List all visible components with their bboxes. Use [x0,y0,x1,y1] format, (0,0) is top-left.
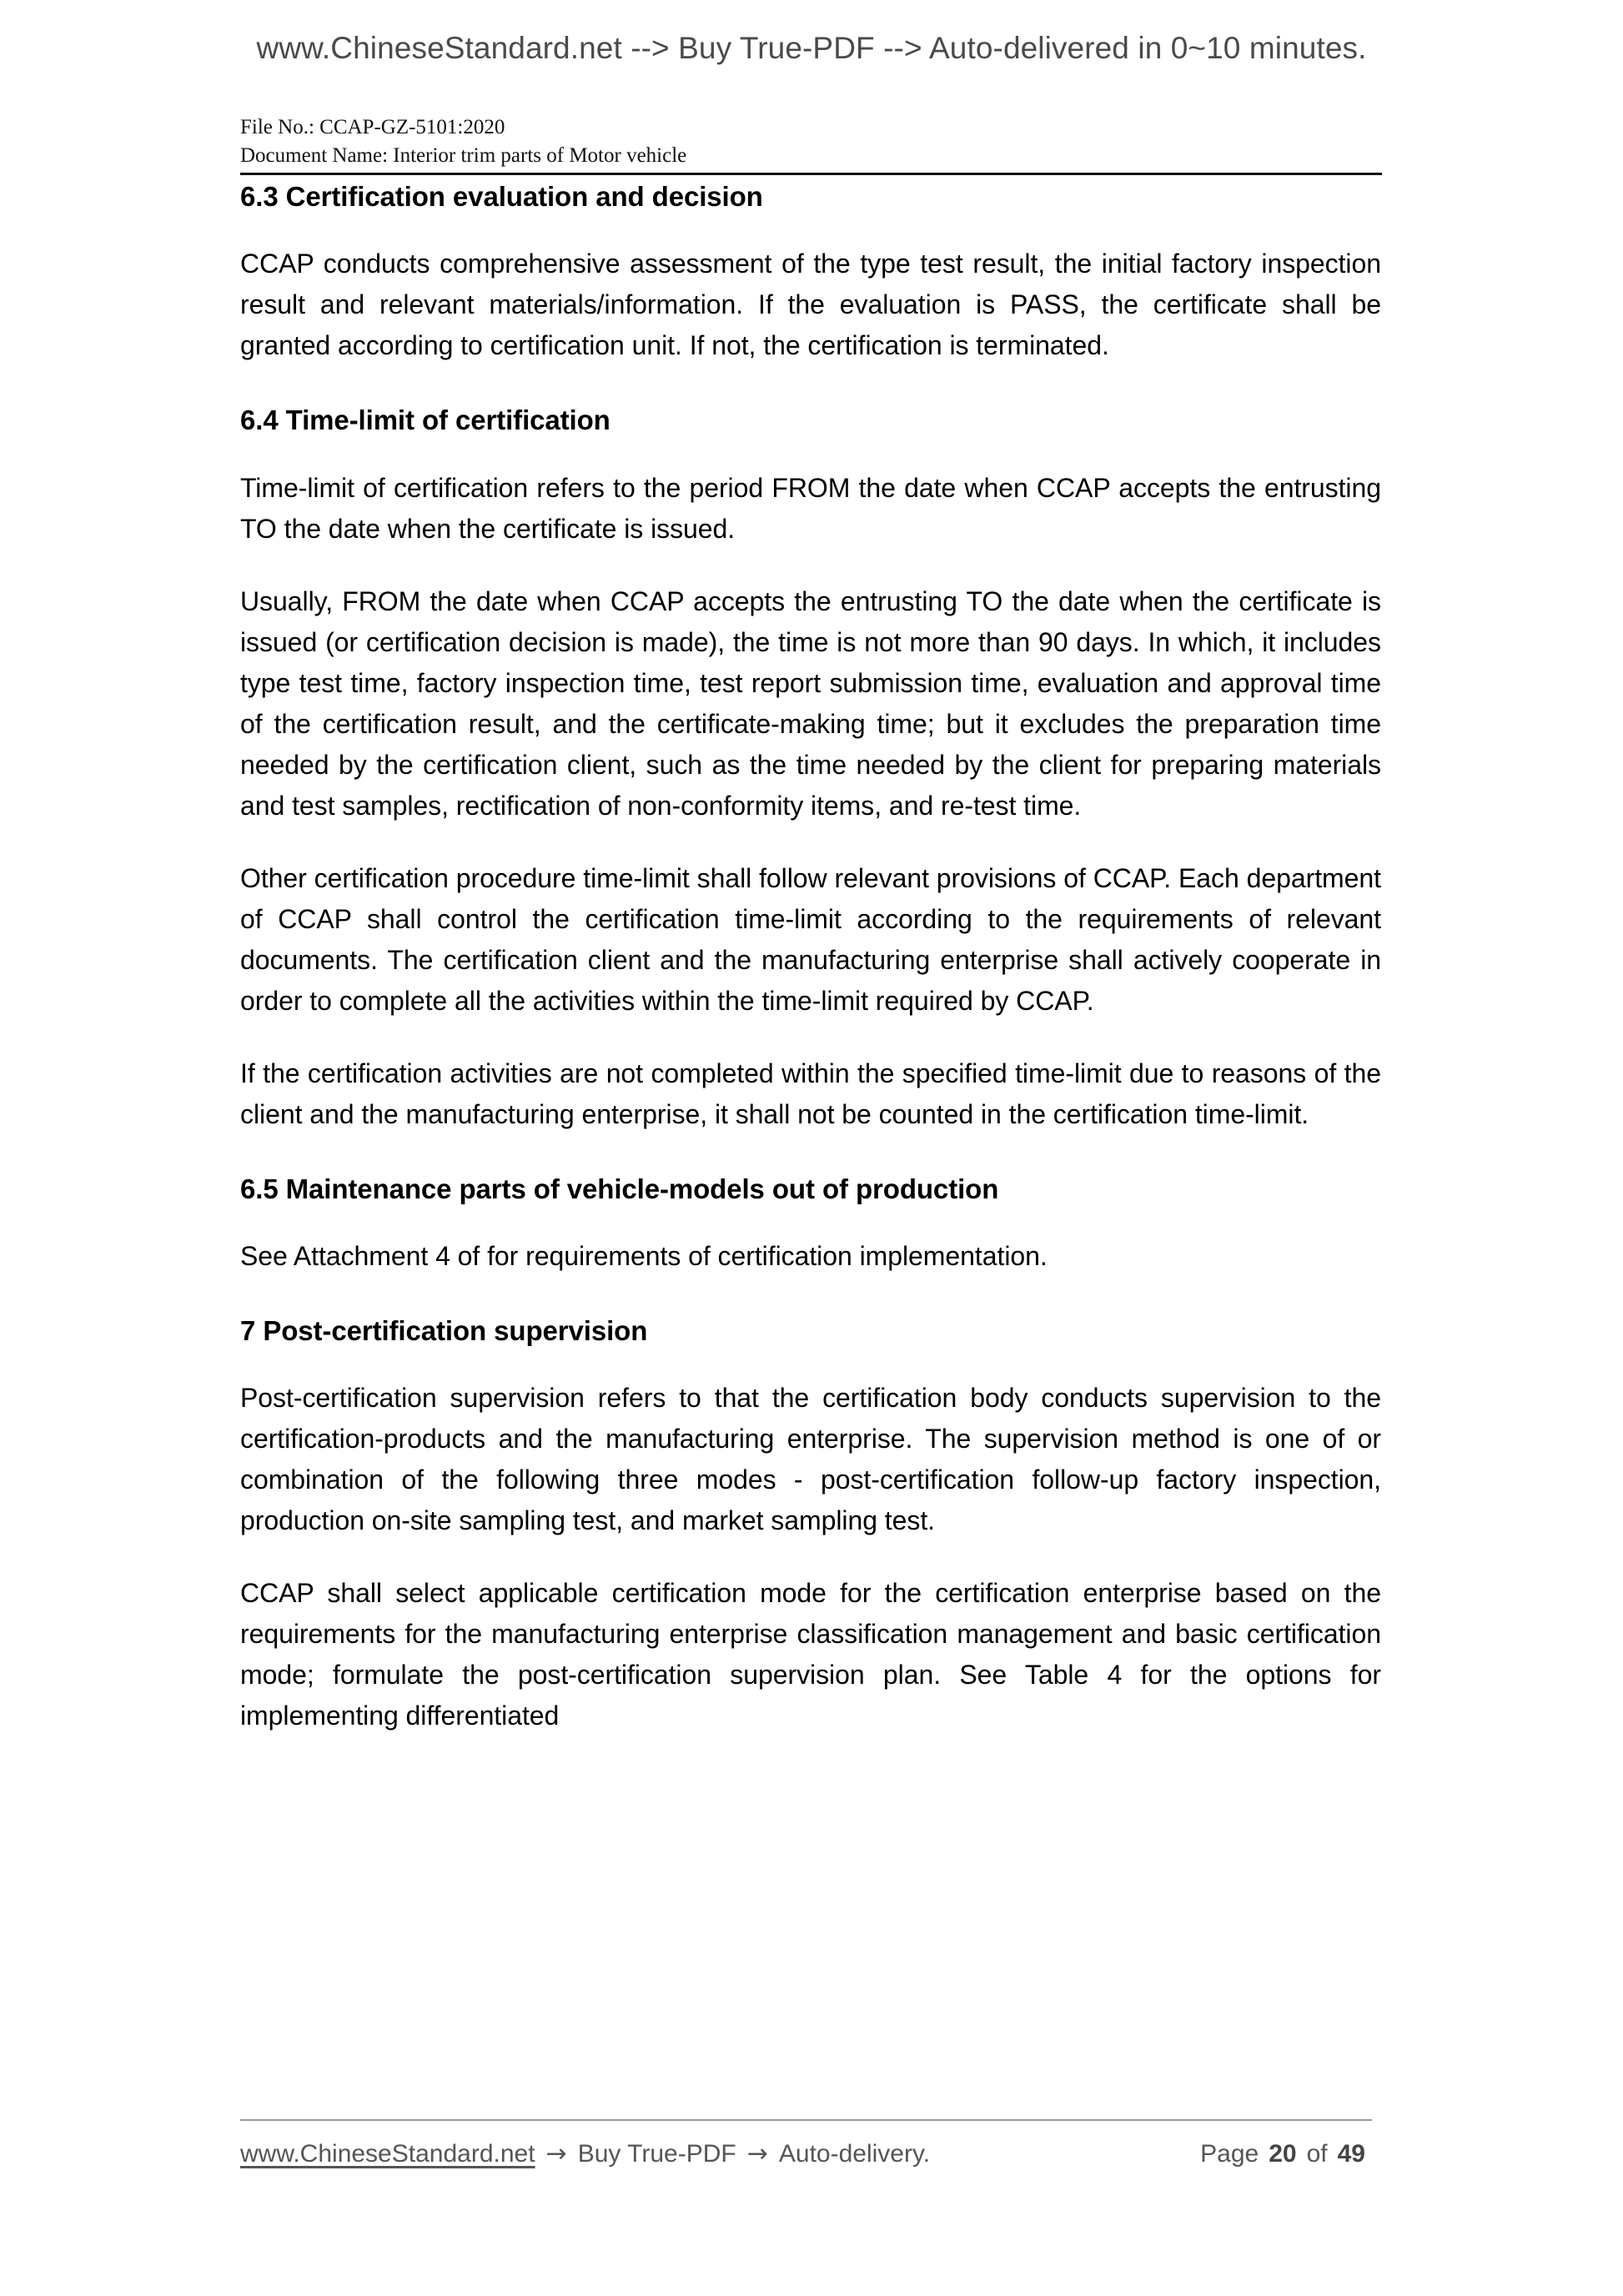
spacer [240,214,1381,244]
document-meta-header [240,113,1382,175]
spacer [240,1541,1381,1573]
spacer [240,1135,1381,1172]
spacer [240,826,1381,858]
current-page-number: 20 [1269,2140,1297,2168]
promo-banner: www.ChineseStandard.net --> Buy True-PDF --> Auto-delivered in 0~10 minutes. [256,31,1367,65]
paragraph-6-4-2: Usually, FROM the date when CCAP accepts the entrusting TO the date when the certificate is issued (or certification decision is made), the time is not more than 90 days. In which, it includes type test time, factory inspection time, test report submission time, evaluation and approval time of the certification result, and the certificate-making time; but it excludes the preparation time needed by the certification client, such as the time needed by the client for preparing materials and test samples, rectification of non-conformity items, and re-test time. [240,585,1381,821]
spacer [240,1022,1381,1053]
footer-promo-group [240,2139,930,2168]
page-label: Page [1200,2140,1259,2168]
page-footer [240,2119,1372,2168]
of-label: of [1306,2140,1328,2168]
arrow-right-icon: → [545,2139,567,2168]
heading-7: 7 Post-certification supervision [240,1314,648,1346]
paragraph-7-1: Post-certification supervision refers to that the certification body conducts supervision to the certification-products and the manufacturing enterprise. The supervision method is one of or combination of the following three modes - post-certification follow-up factory inspection, production on-site sampling test, and market sampling test. [240,1383,1381,1535]
spacer [240,366,1381,403]
paragraph-6-4-3: Other certification procedure time-limit shall follow relevant provisions of CCAP. Each department of CCAP shall control the certification time-limit according to the requirements of relevant documents. The certification client and the manufacturing enterprise shall actively cooperate in order to complete all the activities within the time-limit required by CCAP. [240,862,1381,1016]
document-body [240,179,1381,1736]
spacer [240,550,1381,581]
footer-buy-label: Buy True-PDF [577,2140,736,2168]
file-number-line: File No.: CCAP-GZ-5101:2020 [240,116,505,138]
spacer [240,438,1381,468]
paragraph-6-3-1: CCAP conducts comprehensive assessment of the type test result, the initial factory inspection result and relevant materials/information. If the evaluation is PASS, the certificate shall be granted according to certification unit. If not, the certification is terminated. [240,249,1381,361]
spacer [240,1206,1381,1236]
heading-6-5: 6.5 Maintenance parts of vehicle-models out of production [240,1173,999,1204]
heading-6-4: 6.4 Time-limit of certification [240,404,611,436]
footer-row [240,2139,1372,2168]
header-divider [240,173,1382,175]
paragraph-6-4-1: Time-limit of certification refers to the period FROM the date when CCAP accepts the entrusting TO the date when the certificate is issued. [240,472,1381,544]
paragraph-7-2: CCAP shall select applicable certification mode for the certification enterprise based on the requirements for the manufacturing enterprise classification management and basic certification mode; formulate the post-certification supervision plan. See Table 4 for the options for implementing differentiated [240,1578,1381,1731]
footer-divider [240,2119,1372,2121]
footer-site-link[interactable]: www.ChineseStandard.net [240,2140,535,2168]
page-indicator [1200,2140,1372,2168]
heading-6-3: 6.3 Certification evaluation and decision [240,181,763,212]
paragraph-6-4-4: If the certification activities are not completed within the specified time-limit due to reasons of the client and the manufacturing enterprise, it shall not be counted in the certification time-limit. [240,1058,1381,1129]
footer-delivery-label: Auto-delivery. [778,2140,931,2168]
arrow-right-icon-2: → [746,2139,768,2168]
paragraph-6-5-1: See Attachment 4 of for requirements of certification implementation. [240,1240,1048,1271]
spacer [240,1348,1381,1378]
document-name-line: Document Name: Interior trim parts of Motor vehicle [240,143,687,167]
spacer [240,1277,1381,1314]
total-page-number: 49 [1337,2140,1365,2168]
